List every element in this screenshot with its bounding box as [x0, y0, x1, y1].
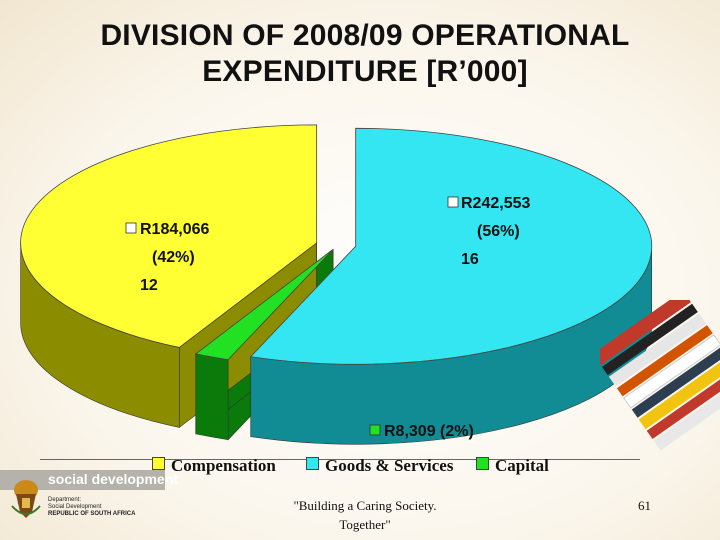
legend-label-goods-services: Goods & Services [325, 456, 454, 475]
coat-of-arms-icon [8, 476, 44, 522]
legend-swatch-capital [476, 457, 489, 470]
data-label-marker-capital [370, 425, 380, 435]
data-label-percent-compensation: (42%) [152, 249, 195, 266]
data-label-percent-compensation: 12 [140, 277, 158, 294]
title-line-1: DIVISION OF 2008/09 OPERATIONAL [100, 19, 630, 52]
legend-label-compensation: Compensation [171, 456, 276, 475]
data-label-marker-compensation [126, 223, 136, 233]
footer-slogan-line-2: Together" [339, 517, 391, 532]
legend-label-capital: Capital [495, 456, 549, 475]
data-label-percent-goods-services: 16 [461, 251, 479, 268]
footer-slogan-line-1: "Building a Caring Society. [293, 498, 437, 513]
legend-item-goods-services [306, 456, 453, 476]
page-number: 61 [638, 498, 651, 513]
legend-item-capital [476, 456, 549, 476]
data-label-marker-goods-services [448, 197, 458, 207]
dept-line-1: Department: [48, 497, 82, 503]
department-details [48, 497, 135, 518]
data-label-value-compensation: R184,066 [140, 221, 210, 238]
beadwork-decoration [600, 300, 720, 460]
dept-line-3: REPUBLIC OF SOUTH AFRICA [48, 511, 136, 517]
legend-swatch-compensation [152, 457, 165, 470]
data-label-percent-goods-services: (56%) [477, 223, 520, 240]
department-name: social development [48, 471, 178, 487]
footer-slogan [270, 496, 460, 534]
legend-swatch-goods-services [306, 457, 319, 470]
dept-line-2: Social Development [48, 504, 102, 510]
data-label-value-capital: R8,309 (2%) [384, 423, 474, 440]
data-label-value-goods-services: R242,553 [461, 195, 531, 212]
title-line-2: EXPENDITURE [R’000] [202, 55, 528, 88]
slice-side-capital [196, 354, 228, 440]
